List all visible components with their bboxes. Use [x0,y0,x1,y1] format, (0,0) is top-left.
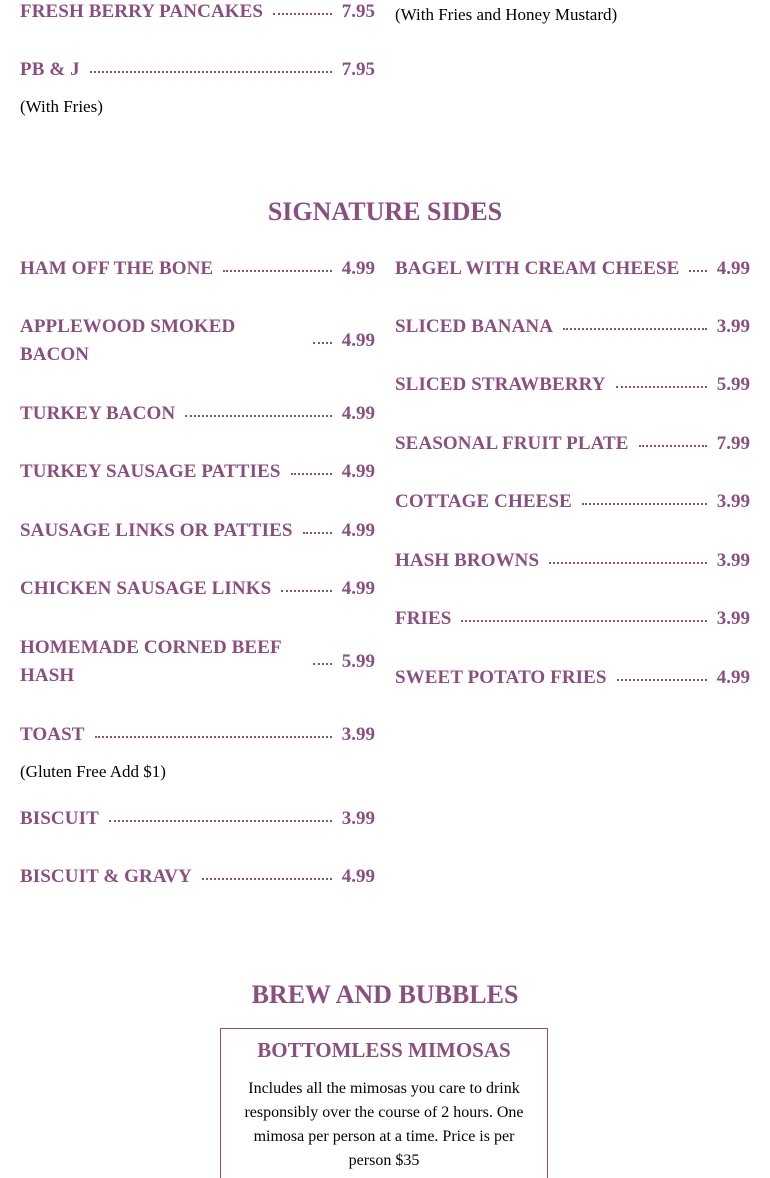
menu-item-homemade-corned-beef-hash [20,634,375,690]
item-price: 4.99 [341,403,375,424]
promo-title: BOTTOMLESS MIMOSAS [257,1038,511,1062]
menu-item-fresh-berry-pancakes [20,0,375,26]
item-name: FRIES [395,608,452,629]
item-name: SAUSAGE LINKS OR PATTIES [20,520,293,541]
menu-item-seasonal-fruit-plate [395,430,750,458]
bottomless-mimosas-card [220,1028,548,1178]
item-price: 5.99 [716,374,750,395]
item-name: SEASONAL FRUIT PLATE [395,433,629,454]
item-price: 4.99 [716,258,750,279]
menu-item-sliced-strawberry [395,371,750,399]
dot-leader [563,328,707,330]
menu-item-toast [20,721,375,749]
dot-leader [582,503,707,505]
item-price: 4.99 [341,578,375,599]
item-name: PB & J [20,59,80,80]
item-price: 4.99 [341,520,375,541]
dot-leader [95,736,332,738]
item-price: 3.99 [341,724,375,745]
dot-leader [549,562,707,564]
item-name: SLICED BANANA [395,316,554,337]
item-price: 4.99 [341,330,375,351]
item-name: BISCUIT & GRAVY [20,866,192,887]
dot-leader [639,445,707,447]
menu-item-sliced-banana [395,313,750,341]
dot-leader [291,473,332,475]
item-price: 3.99 [716,550,750,571]
dot-leader [303,532,332,534]
dot-leader [313,342,332,344]
dot-leader [313,663,332,665]
item-name: HASH BROWNS [395,550,540,571]
item-price: 4.99 [716,667,750,688]
item-name: BISCUIT [20,808,99,829]
item-price: 7.95 [341,1,375,22]
menu-item-fries [395,605,750,633]
menu-item-applewood-smoked-bacon [20,313,375,369]
menu-item-hash-browns [395,547,750,575]
dot-leader [202,878,332,880]
item-note: (With Fries) [20,97,103,116]
item-price: 3.99 [716,316,750,337]
dot-leader [616,386,707,388]
item-price: 7.95 [341,59,375,80]
menu-item-turkey-sausage-patties [20,458,375,486]
item-name: SLICED STRAWBERRY [395,374,606,395]
menu-item-biscuit [20,805,375,833]
item-price: 4.99 [341,258,375,279]
item-name: CHICKEN SAUSAGE LINKS [20,578,272,599]
item-price: 7.99 [716,433,750,454]
dot-leader [109,820,332,822]
item-name: HOMEMADE CORNED BEEF HASH [20,637,281,686]
item-name: TURKEY BACON [20,403,176,424]
item-name: HAM OFF THE BONE [20,258,214,279]
item-price: 3.99 [716,491,750,512]
item-name: COTTAGE CHEESE [395,491,572,512]
menu-item-cottage-cheese [395,488,750,516]
menu-item-biscuit-and-gravy [20,863,375,891]
item-price: 3.99 [716,608,750,629]
item-price: 4.99 [341,866,375,887]
promo-description: Includes all the mimosas you care to drink responsibly over the course of 2 hours. One mimosa per person at a time. Price is per person $35 [244,1080,524,1169]
item-price: 3.99 [341,808,375,829]
menu-item-chicken-sausage-links [20,575,375,603]
dot-leader [90,71,332,73]
dot-leader [281,590,331,592]
menu-item-pb-j [20,56,375,84]
section-title-brew-and-bubbles: BREW AND BUBBLES [251,980,519,1009]
dot-leader [689,270,706,272]
menu-item-sweet-potato-fries [395,664,750,692]
item-name: APPLEWOOD SMOKED BACON [20,316,236,365]
menu-item-turkey-bacon [20,400,375,428]
item-name: BAGEL WITH CREAM CHEESE [395,258,680,279]
dot-leader [617,679,707,681]
item-note: (With Fries and Honey Mustard) [395,5,618,24]
item-note: (Gluten Free Add $1) [20,762,166,781]
menu-item-bagel-with-cream-cheese [395,255,750,283]
item-name: TOAST [20,724,85,745]
section-title-signature-sides: SIGNATURE SIDES [267,197,503,226]
dot-leader [185,415,332,417]
dot-leader [273,13,332,15]
menu-item-ham-off-the-bone [20,255,375,283]
item-name: TURKEY SAUSAGE PATTIES [20,461,281,482]
item-name: SWEET POTATO FRIES [395,667,607,688]
item-price: 4.99 [341,461,375,482]
dot-leader [461,620,706,622]
item-price: 5.99 [341,651,375,672]
item-name: FRESH BERRY PANCAKES [20,1,264,22]
dot-leader [223,270,332,272]
menu-item-sausage-links-or-patties [20,517,375,545]
